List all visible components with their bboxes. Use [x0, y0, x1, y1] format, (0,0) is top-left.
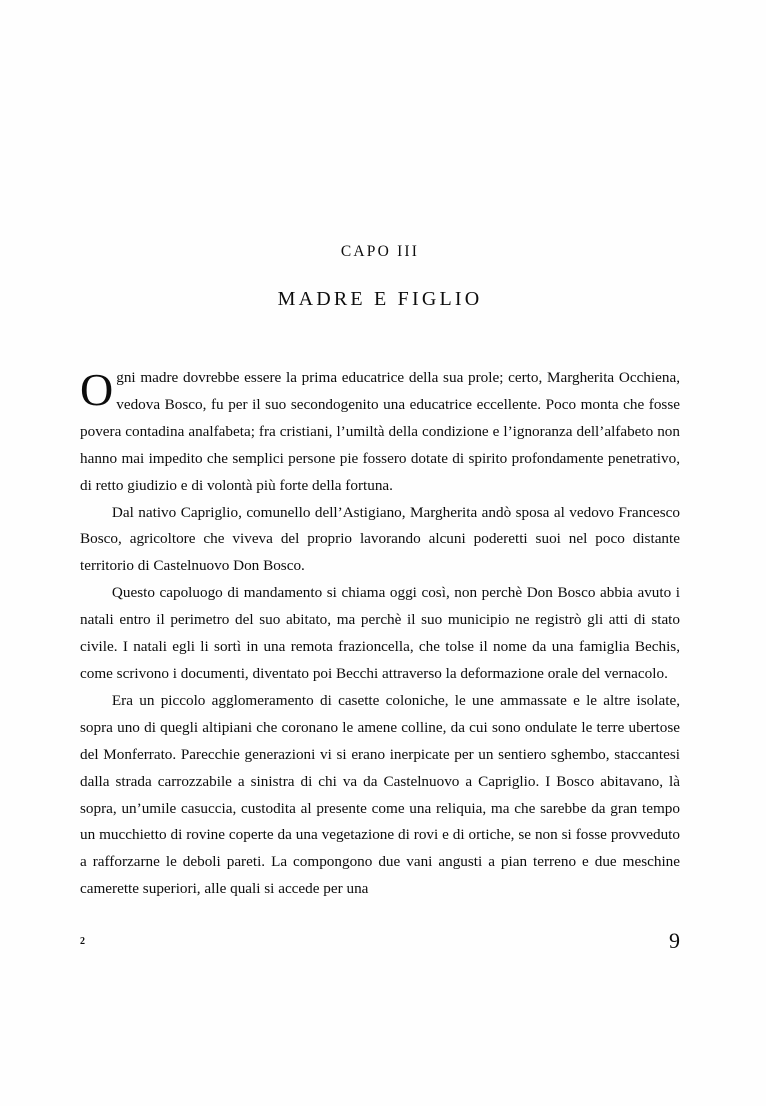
paragraph-1-text: gni madre dovrebbe essere la prima educatrice della sua prole; certo, Margherita Occhiena, vedova Bosco, fu per il suo secondogenito una educatrice eccellente. Poco monta che fosse povera contadina analfabeta; fra cristiani, l’umiltà della condizione e l’ignoranza dell’alfabeto non hanno mai impedito che semplici persone pie fossero dotate di spirito profondamente penetrativo, di retto giudizio e di volontà più forte della fortuna. — [80, 369, 680, 494]
paragraph-2 — [80, 500, 680, 581]
paragraph-4 — [80, 688, 680, 903]
paragraph-1 — [80, 365, 680, 500]
signature-mark: 2 — [80, 936, 85, 947]
page-content — [80, 0, 680, 903]
paragraph-3-text: Questo capoluogo di mandamento si chiama oggi così, non perchè Don Bosco abbia avuto i natali entro il perimetro del suo abitato, ma perchè il suo municipio ne registrò gli atti di stato civile. I natali egli li sortì in una remota frazioncella, che tolse il nome da una famiglia Bechis, come scrivono i documenti, diventato poi Becchi attraverso la deformazione orale del vernacolo. — [80, 584, 680, 682]
paragraph-2-text: Dal nativo Capriglio, comunello dell’Astigiano, Margherita andò sposa al vedovo Francesco Bosco, agricoltore che viveva del proprio lavorando alcuni poderetti suoi nel poco distante territorio di Castelnuovo Don Bosco. — [80, 503, 680, 575]
body-text — [80, 365, 680, 903]
chapter-number: CAPO III — [340, 243, 420, 260]
paragraph-3 — [80, 580, 680, 688]
page-footer — [80, 928, 680, 958]
drop-cap-letter: O — [80, 364, 114, 415]
page-number: 9 — [669, 928, 680, 953]
paragraph-4-text: Era un piccolo agglomeramento di casette coloniche, le une ammassate e le altre isolate, sopra uno di quegli altipiani che coronano le amene colline, da cui sono ondulate le terre ubertose del Monferrato. Parecchie generazioni vi si erano inerpicate per un sentiero sghembo, staccantesi dalla strada carrozzabile a sinistra di chi va da Castelnuovo a Capriglio. I Bosco abitavano, là sopra, un’umile casuccia, custodita al presente come una reliquia, ma che sarebbe da gran tempo un mucchietto di rovine coperte da una vegetazione di rovi e di ortiche, se non si fosse provveduto a rafforzarne le deboli pareti. La compongono due vani angusti a pian terreno e due meschine camerette superiori, alle quali si accede per una — [80, 691, 680, 898]
chapter-title: MADRE E FIGLIO — [277, 288, 483, 310]
